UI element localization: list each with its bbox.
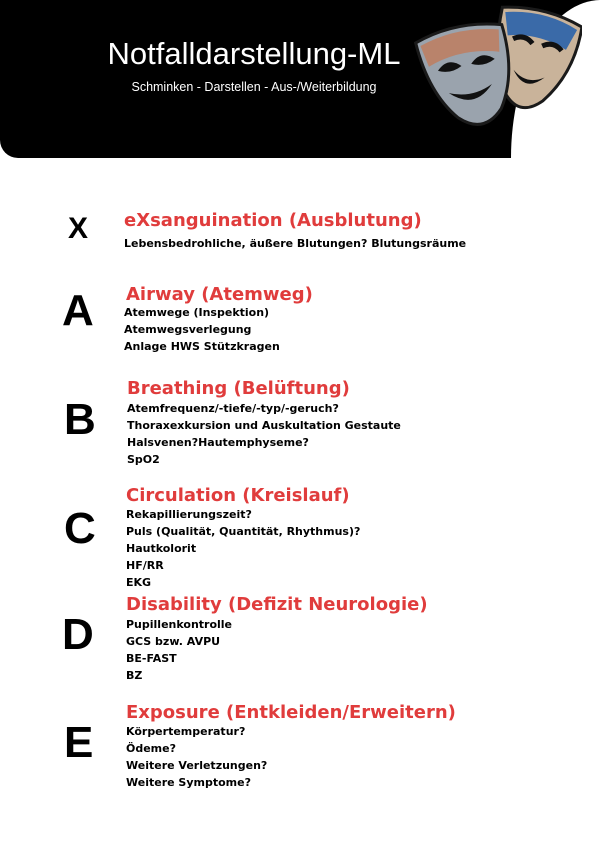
section-heading: Breathing (Belüftung) xyxy=(127,378,350,399)
section-lines xyxy=(126,616,232,684)
list-item: Weitere Symptome? xyxy=(126,776,251,789)
section-letter: C xyxy=(64,504,96,553)
section-letter: E xyxy=(64,718,94,767)
list-item: Lebensbedrohliche, äußere Blutungen? Blutungsräume xyxy=(124,237,467,250)
list-item: HF/RR xyxy=(126,559,164,572)
section-lines xyxy=(126,506,360,591)
list-item: SpO2 xyxy=(127,453,160,466)
section-lines xyxy=(124,235,466,252)
section-heading: Circulation (Kreislauf) xyxy=(126,485,350,506)
list-item: BZ xyxy=(126,669,143,682)
section-lines xyxy=(126,723,267,791)
section-heading: Airway (Atemweg) xyxy=(126,284,313,305)
page-subtitle: Schminken - Darstellen - Aus-/Weiterbildung xyxy=(131,80,377,94)
section-letter: X xyxy=(68,212,89,245)
section-lines xyxy=(124,304,280,355)
list-item: Körpertemperatur? xyxy=(126,725,246,738)
section-letter: A xyxy=(62,286,94,335)
list-item: Weitere Verletzungen? xyxy=(126,759,268,772)
section-lines xyxy=(127,400,401,468)
section-letter: D xyxy=(62,610,94,659)
list-item: Pupillenkontrolle xyxy=(126,618,233,631)
list-item: EKG xyxy=(126,576,152,589)
section-heading: Disability (Defizit Neurologie) xyxy=(126,594,428,615)
list-item: Ödeme? xyxy=(126,742,176,755)
list-item: Hautkolorit xyxy=(126,542,197,555)
list-item: Puls (Qualität, Quantität, Rhythmus)? xyxy=(126,525,361,538)
list-item: Rekapillierungszeit? xyxy=(126,508,252,521)
list-item: Anlage HWS Stützkragen xyxy=(124,340,280,353)
list-item: Atemwegsverlegung xyxy=(124,323,252,336)
section-heading: Exposure (Entkleiden/Erweitern) xyxy=(126,702,456,723)
section-heading: eXsanguination (Ausblutung) xyxy=(124,210,422,231)
section-letter: B xyxy=(64,395,96,444)
list-item: Thoraxexkursion und Auskultation Gestaute xyxy=(127,419,401,432)
list-item: Halsvenen?Hautemphyseme? xyxy=(127,436,309,449)
theater-masks-icon xyxy=(412,2,582,137)
list-item: Atemfrequenz/-tiefe/-typ/-geruch? xyxy=(127,402,339,415)
page-title: Notfalldarstellung-ML xyxy=(107,36,401,71)
list-item: BE-FAST xyxy=(126,652,177,665)
list-item: GCS bzw. AVPU xyxy=(126,635,221,648)
list-item: Atemwege (Inspektion) xyxy=(124,306,270,319)
